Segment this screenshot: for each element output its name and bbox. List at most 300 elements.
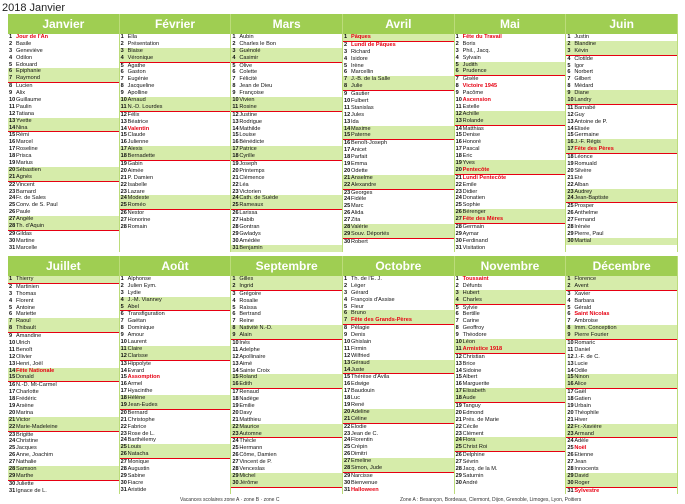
day-number: 28 [9,223,16,230]
day-row [566,203,677,210]
day-number: 21 [232,174,239,181]
day-row [343,119,454,126]
day-row [343,140,454,147]
day-row [343,63,454,70]
day-number: 11 [455,103,462,110]
day-saint: Jean-Eudes [127,402,158,409]
month-juillet [8,256,120,494]
day-saint: Julie [351,83,363,90]
month-avril [343,14,455,252]
day-saint: Sylvie [462,304,478,311]
day-row [343,239,454,246]
day-number: 19 [567,161,574,168]
day-row [120,202,231,210]
day-number: 16 [455,381,462,388]
day-row [343,175,454,182]
month-header: Septembre [231,256,342,276]
day-saint: Marcel [16,139,33,146]
day-number: 30 [567,479,574,486]
day-saint: Albert [462,374,478,381]
day-saint: Arnaud [127,97,146,104]
day-saint: Noël [574,445,587,452]
day-number: 1 [232,276,236,282]
day-row [343,360,454,367]
day-row [343,416,454,424]
day-saint: Hubert [462,289,480,296]
day-saint: Armand [574,430,594,437]
day-row [231,224,342,231]
day-row [231,34,342,41]
day-saint: Sylvain [462,54,481,61]
day-row [455,104,566,111]
day-number: 21 [344,174,351,181]
day-number: 27 [9,216,16,223]
day-saint: Ida [351,118,359,125]
day-number: 29 [567,230,574,237]
day-row [120,132,231,139]
day-saint: Denise [462,132,481,139]
day-row [231,146,342,153]
day-number: 4 [567,55,571,62]
day-saint: André [462,479,478,486]
month-header: Novembre [455,256,566,276]
day-number: 10 [232,340,239,347]
day-number: 30 [232,237,239,244]
day-saint: Ghislain [351,339,372,346]
day-row [231,238,342,245]
day-number: 8 [232,325,236,332]
day-saint: Irénée [574,224,591,231]
day-number: 21 [232,416,239,423]
day-saint: Ignace de L. [16,487,47,494]
day-row [455,245,566,252]
day-saint: Léon [462,339,476,346]
day-row [231,182,342,189]
day-saint: Toussaint [462,276,489,282]
day-row [343,374,454,381]
day-saint: Prisca [16,153,32,160]
day-saint: Amandine [16,333,42,340]
day-row [8,132,119,139]
day-row [566,452,677,459]
day-row [8,424,119,432]
day-number: 15 [344,132,351,139]
day-saint: Louise [239,132,256,139]
day-row [455,224,566,231]
day-number: 10 [9,340,16,347]
day-row [8,167,119,174]
day-number: 5 [232,304,236,311]
day-saint: Jacq. de la M. [462,466,498,473]
day-number: 25 [567,445,574,452]
day-row [566,332,677,340]
day-row [566,34,677,41]
day-saint: Edwige [351,381,370,388]
day-row [343,424,454,431]
day-row [566,389,677,396]
day-row [8,48,119,55]
day-row [455,160,566,167]
day-saint: Barbara [574,297,595,304]
day-row [8,174,119,182]
day-row [120,297,231,304]
day-number: 31 [344,486,351,493]
day-saint: Edouard [16,61,38,68]
day-saint: Angèle [16,216,34,223]
day-number: 19 [344,402,351,409]
day-saint: Guénolé [239,47,261,54]
day-saint: Brice [462,360,476,367]
day-row [231,104,342,112]
day-number: 20 [9,409,16,416]
day-saint: Gautier [351,91,370,98]
day-saint: Emilie [239,403,255,410]
day-number: 3 [120,47,124,54]
day-number: 10 [120,339,127,346]
day-row [455,305,566,312]
day-number: 7 [9,318,13,325]
day-number: 9 [567,332,571,339]
day-number: 22 [344,181,351,188]
day-saint: Rameaux [239,202,264,209]
day-row [343,465,454,473]
day-saint: Olive [239,62,253,69]
day-row [343,210,454,217]
day-saint: Isidore [351,55,368,62]
day-row [8,325,119,333]
day-number: 10 [567,97,574,104]
day-saint: Agathe [127,62,146,69]
day-saint: Igor [574,62,584,69]
day-row [120,417,231,424]
day-number: 6 [455,68,459,75]
day-saint: Félix [127,111,140,118]
day-saint: Barnard [16,188,36,195]
day-row [343,339,454,346]
day-row [455,216,566,224]
day-row [455,153,566,160]
day-saint: Fête Nationale [16,367,55,374]
day-row [8,68,119,75]
day-row [231,347,342,354]
day-number: 14 [120,125,127,132]
day-saint: Laurent [127,339,147,346]
day-number: 28 [567,224,574,231]
day-saint: Fulbert [351,98,369,105]
day-row [8,62,119,69]
day-saint: Blandine [574,40,597,47]
day-row [343,49,454,56]
day-saint: Bénédicte [239,139,265,146]
day-row [566,182,677,189]
day-saint: Léa [239,181,249,188]
day-row [455,381,566,388]
day-number: 15 [567,374,574,381]
month-août [120,256,232,494]
day-row [8,368,119,375]
day-number: 30 [120,479,127,486]
day-row [120,402,231,410]
day-row [120,368,231,375]
day-number: 26 [232,210,239,217]
day-number: 10 [344,98,351,105]
day-saint: Ella [127,34,137,40]
day-saint: Fête des Grands-Pères [351,317,412,324]
day-row [231,153,342,161]
day-saint: Anthelme [574,210,598,217]
day-list [8,276,119,494]
day-number: 7 [232,76,236,83]
day-number: 10 [455,97,462,104]
day-number: 25 [344,444,351,451]
day-row [8,432,119,439]
day-saint: Claire [127,345,143,352]
day-row [120,97,231,104]
day-number: 4 [344,296,348,303]
day-saint: Bérenger [462,209,486,216]
day-number: 25 [455,202,462,209]
day-row [455,459,566,466]
day-number: 22 [567,423,574,430]
day-saint: Larissa [239,210,258,217]
day-row [455,68,566,76]
day-saint: Christ Roi [462,444,488,451]
day-number: 22 [120,423,127,430]
day-saint: Martial [574,237,592,244]
year-title: 2018 Janvier [2,2,65,14]
day-number: 15 [120,374,127,381]
day-row [343,367,454,375]
day-number: 6 [344,69,348,76]
day-number: 12 [232,111,239,118]
day-number: 12 [567,353,574,360]
day-number: 1 [567,34,571,40]
day-saint: Hippolyte [127,360,151,367]
day-number: 6 [9,311,13,318]
day-saint: Nadège [239,396,259,403]
day-saint: Bernard [127,409,148,416]
day-row [455,480,566,487]
day-number: 1 [567,276,571,282]
day-saint: Diane [574,90,589,97]
day-saint: Martinien [16,283,40,290]
day-number: 23 [567,430,574,437]
day-row [566,76,677,83]
day-row [343,451,454,458]
day-number: 15 [567,132,574,139]
day-number: 3 [232,47,236,54]
day-number: 25 [232,202,239,209]
day-saint: Céline [351,415,367,422]
day-row [231,283,342,291]
day-saint: Colette [239,69,258,76]
day-row [120,175,231,182]
day-saint: Abel [127,303,139,310]
day-number: 28 [567,466,574,473]
day-number: 31 [120,486,127,493]
day-saint: Luc [351,395,361,402]
month-header: Juin [566,14,677,34]
day-saint: Victorien [239,188,261,195]
day-row [120,424,231,431]
day-number: 13 [455,360,462,367]
day-saint: Gontran [239,224,260,231]
day-row [120,83,231,90]
day-saint: Vivien [239,97,255,104]
day-row [231,318,342,325]
day-row [8,473,119,481]
day-saint: J.-B. de la Salle [351,76,391,83]
legend: Vacances scolaires zone A · zone B · zone C [180,497,280,503]
day-row [8,459,119,466]
day-number: 22 [232,181,239,188]
day-row [120,41,231,48]
day-number: 19 [9,403,16,410]
day-row [231,459,342,466]
day-number: 18 [9,153,16,160]
day-row [120,126,231,133]
day-number: 7 [344,76,348,83]
month-header: Février [120,14,231,34]
day-saint: Gildas [16,230,32,237]
day-number: 31 [455,244,462,251]
day-row [8,318,119,325]
day-number: 13 [567,118,574,125]
day-row [120,318,231,325]
day-saint: Landry [574,97,592,104]
day-row [566,396,677,403]
day-row [343,69,454,76]
day-saint: Matthieu [239,416,261,423]
month-header: Avril [343,14,454,34]
day-number: 17 [120,146,127,153]
day-row [343,290,454,297]
day-row [120,104,231,112]
day-number: 23 [567,188,574,195]
day-row [566,361,677,368]
day-row [343,91,454,98]
day-row [455,374,566,381]
day-saint: Jean de C. [351,430,379,437]
day-saint: Reine [239,318,254,325]
day-saint: Olivier [16,353,32,360]
day-number: 9 [344,91,348,98]
day-row [343,112,454,119]
day-number: 23 [232,188,239,195]
day-number: 4 [455,296,459,303]
day-saint: Denis [351,332,366,339]
day-row [455,354,566,361]
day-number: 7 [120,76,124,83]
day-row [231,119,342,126]
day-saint: Daniel [574,346,591,353]
day-number: 3 [232,290,236,297]
day-number: 20 [120,167,127,174]
day-number: 22 [455,423,462,430]
day-saint: Isabelle [127,181,147,188]
day-saint: Véronique [127,54,154,61]
day-number: 2 [9,283,13,290]
day-saint: Alix [16,90,26,97]
day-saint: Thècle [239,438,257,445]
day-saint: J.-F. de C. [574,353,600,360]
day-saint: Judith [462,61,478,68]
day-saint: Gilbert [574,76,591,83]
day-row [343,332,454,339]
day-row [566,354,677,361]
day-number: 5 [9,304,13,311]
day-saint: Thomas [16,290,37,297]
day-number: 29 [344,230,351,237]
day-saint: Printemps [239,167,265,174]
day-row [8,347,119,354]
day-number: 28 [232,224,239,231]
day-row [8,55,119,62]
day-number: 2 [567,40,571,47]
day-saint: Juliette [16,480,34,487]
day-saint: Romaric [574,340,596,347]
day-number: 14 [567,125,574,132]
day-number: 12 [455,353,462,360]
day-row [566,480,677,488]
day-number: 1 [9,276,13,282]
day-saint: Armistice 1918 [462,345,503,352]
day-number: 4 [567,297,571,304]
day-row [231,195,342,202]
day-row [455,182,566,189]
day-row [8,231,119,238]
day-saint: Automne [239,430,262,437]
day-saint: Paule [16,209,31,216]
day-row [566,90,677,97]
day-number: 26 [455,452,462,459]
day-number: 13 [567,360,574,367]
day-row [343,217,454,224]
day-saint: Brigitte [16,431,34,438]
day-saint: Germain [462,224,485,231]
day-saint: Delphine [462,452,485,459]
day-row [231,76,342,83]
day-saint: Vincent de P. [239,459,272,466]
day-number: 8 [567,83,571,90]
day-row [566,126,677,133]
day-saint: Romuald [574,161,597,168]
day-saint: Urbain [574,403,591,410]
day-number: 23 [455,430,462,437]
day-saint: Alice [574,381,587,388]
day-saint: Benoît [16,346,33,353]
day-row [8,382,119,389]
day-saint: Germaine [574,132,599,139]
day-row [343,76,454,83]
day-row [343,388,454,395]
day-row [120,325,231,332]
day-row [8,438,119,445]
day-saint: Raïssa [239,304,257,311]
day-saint: Innocents [574,466,599,473]
day-number: 31 [9,487,16,494]
day-number: 14 [232,125,239,132]
day-row [566,224,677,231]
month-octobre [343,256,455,494]
day-row [8,340,119,347]
day-number: 1 [344,276,348,282]
day-row [566,417,677,424]
day-row [455,202,566,209]
day-number: 20 [120,409,127,416]
day-saint: Odile [574,367,588,374]
day-saint: Géraud [351,359,370,366]
